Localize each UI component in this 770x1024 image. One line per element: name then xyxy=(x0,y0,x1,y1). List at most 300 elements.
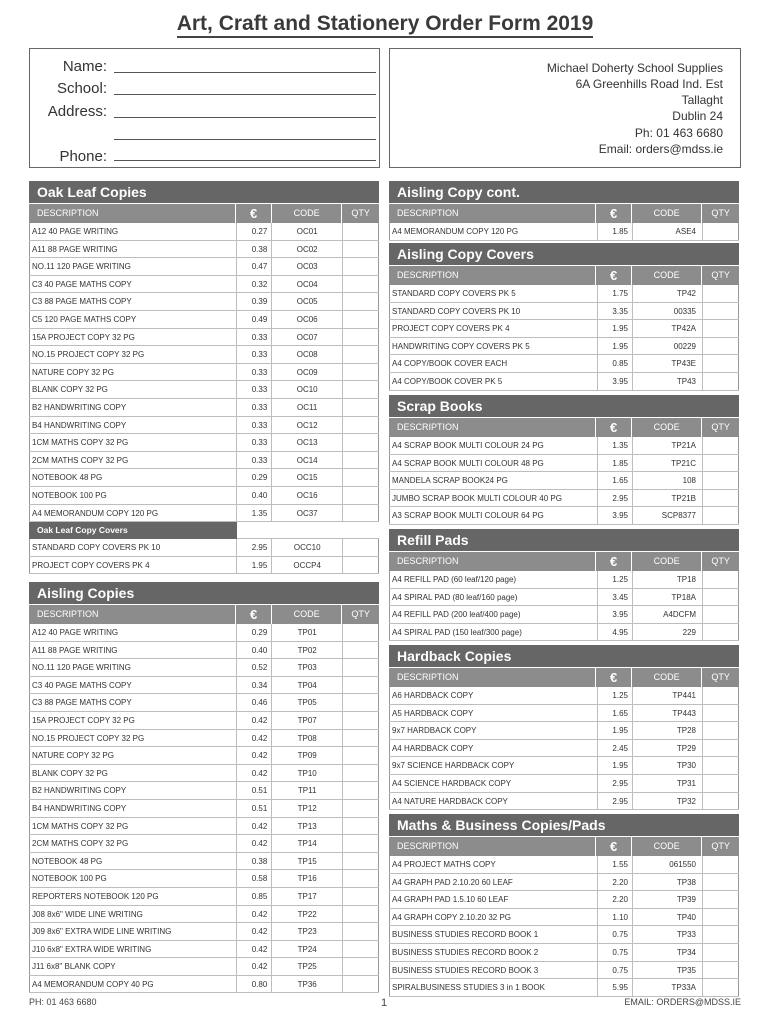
table-row xyxy=(29,452,379,470)
qty-input[interactable] xyxy=(342,958,379,975)
header-qty: QTY xyxy=(701,266,739,285)
item-price: 0.34 xyxy=(236,677,271,694)
table-row xyxy=(389,926,739,944)
item-code: OC12 xyxy=(271,417,342,434)
table-row xyxy=(29,329,379,347)
item-price: 0.40 xyxy=(236,642,271,659)
item-description: A4 MEMORANDUM COPY 120 PG xyxy=(29,505,236,522)
qty-input[interactable] xyxy=(342,888,379,905)
qty-input[interactable] xyxy=(342,853,379,870)
aisling-section xyxy=(29,582,379,993)
qty-input[interactable] xyxy=(342,818,379,835)
header-euro: € xyxy=(595,837,631,856)
item-price: 0.58 xyxy=(236,870,271,887)
subsection-title: Oak Leaf Copy Covers xyxy=(29,522,237,539)
qty-input[interactable] xyxy=(342,642,379,659)
table-row xyxy=(29,870,379,888)
item-code: TP01 xyxy=(271,624,342,641)
item-price: 0.39 xyxy=(236,293,271,310)
table-row xyxy=(29,223,379,241)
aisling-cont-section xyxy=(389,181,739,241)
qty-input[interactable] xyxy=(702,589,739,606)
item-description: A4 SPIRAL PAD (80 leaf/160 page) xyxy=(389,589,597,606)
item-description: 1CM MATHS COPY 32 PG xyxy=(29,434,236,451)
qty-input[interactable] xyxy=(342,417,379,434)
item-description: NATURE COPY 32 PG xyxy=(29,747,236,764)
item-description: A4 COPY/BOOK COVER EACH xyxy=(389,355,597,372)
phone-label: Phone: xyxy=(59,148,107,165)
qty-input[interactable] xyxy=(702,320,739,337)
qty-input[interactable] xyxy=(342,765,379,782)
qty-input[interactable] xyxy=(342,381,379,398)
qty-input[interactable] xyxy=(342,659,379,676)
qty-input[interactable] xyxy=(702,223,739,240)
table-row xyxy=(29,557,379,575)
item-code: TP31 xyxy=(632,775,702,792)
item-price: 0.40 xyxy=(236,487,271,504)
qty-input[interactable] xyxy=(702,757,739,774)
item-price: 1.95 xyxy=(597,320,632,337)
item-code: OC37 xyxy=(271,505,342,522)
qty-input[interactable] xyxy=(342,906,379,923)
item-code: TP14 xyxy=(271,835,342,852)
page-title xyxy=(0,12,770,36)
qty-input[interactable] xyxy=(342,311,379,328)
column-header xyxy=(389,265,739,285)
maths-business-section xyxy=(389,814,739,997)
refill-pads-section xyxy=(389,529,739,641)
item-price: 0.42 xyxy=(236,835,271,852)
qty-input[interactable] xyxy=(342,730,379,747)
item-price: 0.38 xyxy=(236,853,271,870)
item-code: OC10 xyxy=(271,381,342,398)
header-code: CODE xyxy=(271,204,341,223)
item-description: A4 GRAPH COPY 2.10.20 32 PG xyxy=(389,909,597,926)
table-row xyxy=(389,437,739,455)
phone-row xyxy=(30,148,379,168)
qty-input[interactable] xyxy=(342,747,379,764)
table-row xyxy=(389,223,739,241)
item-code: TP21A xyxy=(632,437,702,454)
item-description: NO.15 PROJECT COPY 32 PG xyxy=(29,346,236,363)
column-header xyxy=(389,667,739,687)
item-description: BLANK COPY 32 PG xyxy=(29,765,236,782)
name-row xyxy=(30,58,379,78)
qty-input[interactable] xyxy=(702,793,739,810)
item-code: TP13 xyxy=(271,818,342,835)
item-price: 2.95 xyxy=(597,793,632,810)
item-description: NO.11 120 PAGE WRITING xyxy=(29,258,236,275)
table-row xyxy=(29,906,379,924)
item-description: REPORTERS NOTEBOOK 120 PG xyxy=(29,888,236,905)
qty-input[interactable] xyxy=(702,571,739,588)
item-code: 061550 xyxy=(632,856,702,873)
qty-input[interactable] xyxy=(342,399,379,416)
item-description: C3 40 PAGE MATHS COPY xyxy=(29,677,236,694)
item-code: TP07 xyxy=(271,712,342,729)
table-row xyxy=(29,346,379,364)
item-code: ASE4 xyxy=(632,223,702,240)
header-euro: € xyxy=(235,605,271,624)
table-row xyxy=(389,740,739,758)
school-row xyxy=(30,80,379,100)
item-price: 2.95 xyxy=(597,775,632,792)
table-row xyxy=(389,979,739,997)
qty-input[interactable] xyxy=(702,856,739,873)
qty-input[interactable] xyxy=(342,434,379,451)
table-row xyxy=(29,659,379,677)
column-header xyxy=(389,551,739,571)
item-description: A12 40 PAGE WRITING xyxy=(29,624,236,641)
qty-input[interactable] xyxy=(342,364,379,381)
qty-input[interactable] xyxy=(702,944,739,961)
qty-input[interactable] xyxy=(702,355,739,372)
item-code: TP42A xyxy=(632,320,702,337)
qty-input[interactable] xyxy=(702,373,739,390)
item-price: 0.42 xyxy=(236,818,271,835)
qty-input[interactable] xyxy=(702,338,739,355)
qty-input[interactable] xyxy=(702,624,739,641)
item-code: TP42 xyxy=(632,285,702,302)
table-row xyxy=(29,818,379,836)
table-row xyxy=(29,730,379,748)
qty-input[interactable] xyxy=(342,941,379,958)
item-description: NO.11 120 PAGE WRITING xyxy=(29,659,236,676)
header-qty: QTY xyxy=(701,837,739,856)
name-label: Name: xyxy=(62,58,107,75)
item-price: 1.55 xyxy=(597,856,632,873)
item-code: TP04 xyxy=(271,677,342,694)
item-price: 1.25 xyxy=(597,687,632,704)
qty-input[interactable] xyxy=(702,507,739,524)
item-price: 0.42 xyxy=(236,906,271,923)
item-description: B4 HANDWRITING COPY xyxy=(29,417,236,434)
qty-input[interactable] xyxy=(342,469,379,486)
table-row xyxy=(389,303,739,321)
qty-input[interactable] xyxy=(342,712,379,729)
column-header xyxy=(29,203,379,223)
header-qty: QTY xyxy=(701,668,739,687)
qty-input[interactable] xyxy=(342,276,379,293)
item-code: OC08 xyxy=(271,346,342,363)
item-description: BUSINESS STUDIES RECORD BOOK 3 xyxy=(389,962,597,979)
item-description: A11 88 PAGE WRITING xyxy=(29,642,236,659)
qty-input[interactable] xyxy=(342,923,379,940)
table-row xyxy=(29,976,379,994)
qty-input[interactable] xyxy=(702,775,739,792)
address-field-line-2[interactable] xyxy=(114,139,376,140)
item-description: C3 88 PAGE MATHS COPY xyxy=(29,293,236,310)
item-price: 0.33 xyxy=(236,329,271,346)
item-code: TP35 xyxy=(632,962,702,979)
item-code: OC07 xyxy=(271,329,342,346)
item-price: 0.33 xyxy=(236,452,271,469)
table-row xyxy=(389,320,739,338)
item-description: A4 SPIRAL PAD (150 leaf/300 page) xyxy=(389,624,597,641)
header-euro: € xyxy=(595,552,631,571)
item-price: 0.42 xyxy=(236,958,271,975)
item-code: 229 xyxy=(632,624,702,641)
item-description: NOTEBOOK 48 PG xyxy=(29,853,236,870)
qty-input[interactable] xyxy=(702,472,739,489)
item-description: NOTEBOOK 100 PG xyxy=(29,870,236,887)
item-price: 1.95 xyxy=(597,757,632,774)
item-code: OC14 xyxy=(271,452,342,469)
item-code: OC03 xyxy=(271,258,342,275)
qty-input[interactable] xyxy=(702,455,739,472)
supplier-name: Michael Doherty School Supplies xyxy=(546,61,723,75)
header-code: CODE xyxy=(631,552,701,571)
qty-input[interactable] xyxy=(342,258,379,275)
table-row xyxy=(389,285,739,303)
item-price: 1.10 xyxy=(597,909,632,926)
table-row xyxy=(29,417,379,435)
table-row xyxy=(29,765,379,783)
item-code: TP10 xyxy=(271,765,342,782)
item-description: A3 SCRAP BOOK MULTI COLOUR 64 PG xyxy=(389,507,597,524)
item-price: 0.75 xyxy=(597,962,632,979)
table-row xyxy=(389,589,739,607)
qty-input[interactable] xyxy=(342,976,379,993)
header-qty: QTY xyxy=(701,552,739,571)
table-row xyxy=(29,941,379,959)
item-price: 0.42 xyxy=(236,765,271,782)
item-description: HANDWRITING COPY COVERS PK 5 xyxy=(389,338,597,355)
item-description: STANDARD COPY COVERS PK 10 xyxy=(29,539,236,556)
item-code: TP30 xyxy=(632,757,702,774)
table-row xyxy=(29,624,379,642)
item-code: OCCP4 xyxy=(271,557,342,574)
item-code: TP25 xyxy=(271,958,342,975)
header-description: DESCRIPTION xyxy=(397,270,459,280)
qty-input[interactable] xyxy=(702,891,739,908)
address-row xyxy=(30,103,379,123)
section-title: Hardback Copies xyxy=(389,645,739,667)
qty-input[interactable] xyxy=(342,452,379,469)
item-description: PROJECT COPY COVERS PK 4 xyxy=(29,557,236,574)
item-price: 0.51 xyxy=(236,800,271,817)
item-description: A4 REFILL PAD (200 leaf/400 page) xyxy=(389,606,597,623)
item-description: 15A PROJECT COPY 32 PG xyxy=(29,329,236,346)
header-code: CODE xyxy=(631,266,701,285)
qty-input[interactable] xyxy=(342,293,379,310)
qty-input[interactable] xyxy=(342,624,379,641)
qty-input[interactable] xyxy=(342,329,379,346)
item-description: PROJECT COPY COVERS PK 4 xyxy=(389,320,597,337)
qty-input[interactable] xyxy=(702,740,739,757)
item-price: 0.32 xyxy=(236,276,271,293)
table-row xyxy=(389,891,739,909)
table-row xyxy=(29,958,379,976)
table-row xyxy=(29,800,379,818)
table-row xyxy=(29,258,379,276)
item-description: 9x7 HARDBACK COPY xyxy=(389,722,597,739)
item-price: 1.35 xyxy=(597,437,632,454)
phone-field[interactable] xyxy=(114,160,376,161)
item-price: 0.33 xyxy=(236,417,271,434)
qty-input[interactable] xyxy=(702,909,739,926)
item-code: TP11 xyxy=(271,782,342,799)
qty-input[interactable] xyxy=(702,687,739,704)
table-row xyxy=(29,677,379,695)
item-price: 0.33 xyxy=(236,399,271,416)
item-price: 0.29 xyxy=(236,469,271,486)
item-price: 0.80 xyxy=(236,976,271,993)
header-euro: € xyxy=(595,668,631,687)
table-row xyxy=(29,923,379,941)
qty-input[interactable] xyxy=(342,539,379,556)
table-row xyxy=(389,472,739,490)
item-description: STANDARD COPY COVERS PK 5 xyxy=(389,285,597,302)
item-description: NATURE COPY 32 PG xyxy=(29,364,236,381)
table-row xyxy=(29,835,379,853)
header-code: CODE xyxy=(631,837,701,856)
item-code: TP43E xyxy=(632,355,702,372)
table-row xyxy=(389,624,739,642)
qty-input[interactable] xyxy=(702,303,739,320)
table-row xyxy=(389,355,739,373)
item-price: 1.95 xyxy=(597,722,632,739)
qty-input[interactable] xyxy=(702,722,739,739)
item-description: MANDELA SCRAP BOOK24 PG xyxy=(389,472,597,489)
item-code: 00335 xyxy=(632,303,702,320)
item-price: 0.27 xyxy=(236,223,271,240)
qty-input[interactable] xyxy=(702,874,739,891)
item-description: C5 120 PAGE MATHS COPY xyxy=(29,311,236,328)
table-row xyxy=(29,539,379,557)
item-code: TP23 xyxy=(271,923,342,940)
item-description: A4 GRAPH PAD 1.5.10 60 LEAF xyxy=(389,891,597,908)
item-price: 0.33 xyxy=(236,381,271,398)
header-euro: € xyxy=(595,418,631,437)
section-title: Oak Leaf Copies xyxy=(29,181,379,203)
item-code: TP09 xyxy=(271,747,342,764)
item-price: 1.65 xyxy=(597,472,632,489)
qty-input[interactable] xyxy=(342,241,379,258)
item-description: A4 NATURE HARDBACK COPY xyxy=(389,793,597,810)
qty-input[interactable] xyxy=(342,677,379,694)
header-code: CODE xyxy=(631,668,701,687)
item-code: OCC10 xyxy=(271,539,342,556)
item-code: TP443 xyxy=(632,705,702,722)
item-price: 1.65 xyxy=(597,705,632,722)
qty-input[interactable] xyxy=(702,705,739,722)
header-qty: QTY xyxy=(341,204,379,223)
qty-input[interactable] xyxy=(702,606,739,623)
table-row xyxy=(389,338,739,356)
address-field[interactable] xyxy=(114,117,376,118)
item-description: 1CM MATHS COPY 32 PG xyxy=(29,818,236,835)
table-row xyxy=(389,705,739,723)
item-price: 3.95 xyxy=(597,507,632,524)
item-code: OC16 xyxy=(271,487,342,504)
item-price: 0.33 xyxy=(236,346,271,363)
item-price: 1.95 xyxy=(597,338,632,355)
item-code: OC15 xyxy=(271,469,342,486)
table-row xyxy=(29,293,379,311)
item-price: 0.85 xyxy=(597,355,632,372)
oak-leaf-section xyxy=(29,181,379,574)
item-price: 0.75 xyxy=(597,926,632,943)
item-price: 0.33 xyxy=(236,434,271,451)
table-row xyxy=(389,909,739,927)
item-description: 9x7 SCIENCE HARDBACK COPY xyxy=(389,757,597,774)
school-field[interactable] xyxy=(114,94,376,95)
item-description: A6 HARDBACK COPY xyxy=(389,687,597,704)
section-title: Scrap Books xyxy=(389,395,739,417)
qty-input[interactable] xyxy=(342,223,379,240)
item-description: A4 MEMORANDUM COPY 120 PG xyxy=(389,223,597,240)
item-code: OC11 xyxy=(271,399,342,416)
qty-input[interactable] xyxy=(702,490,739,507)
item-code: TP39 xyxy=(632,891,702,908)
table-row xyxy=(29,469,379,487)
header-code: CODE xyxy=(271,605,341,624)
item-price: 0.47 xyxy=(236,258,271,275)
header-description: DESCRIPTION xyxy=(37,609,99,619)
item-code: TP441 xyxy=(632,687,702,704)
item-code: OC13 xyxy=(271,434,342,451)
qty-input[interactable] xyxy=(342,694,379,711)
item-price: 3.95 xyxy=(597,606,632,623)
qty-input[interactable] xyxy=(702,437,739,454)
name-field[interactable] xyxy=(114,72,376,73)
item-description: SPIRALBUSINESS STUDIES 3 in 1 BOOK xyxy=(389,979,597,996)
header-description: DESCRIPTION xyxy=(397,841,459,851)
item-code: TP16 xyxy=(271,870,342,887)
item-description: B2 HANDWRITING COPY xyxy=(29,782,236,799)
table-row xyxy=(389,962,739,980)
item-price: 3.35 xyxy=(597,303,632,320)
item-code: TP28 xyxy=(632,722,702,739)
item-price: 1.25 xyxy=(597,571,632,588)
qty-input[interactable] xyxy=(342,870,379,887)
item-description: A12 40 PAGE WRITING xyxy=(29,223,236,240)
qty-input[interactable] xyxy=(342,800,379,817)
qty-input[interactable] xyxy=(702,979,739,996)
header-description: DESCRIPTION xyxy=(397,556,459,566)
item-description: BLANK COPY 32 PG xyxy=(29,381,236,398)
qty-input[interactable] xyxy=(702,962,739,979)
section-title: Maths & Business Copies/Pads xyxy=(389,814,739,836)
item-description: A4 REFILL PAD (60 leaf/120 page) xyxy=(389,571,597,588)
qty-input[interactable] xyxy=(342,782,379,799)
table-row xyxy=(29,642,379,660)
item-description: A4 PROJECT MATHS COPY xyxy=(389,856,597,873)
qty-input[interactable] xyxy=(342,505,379,522)
item-price: 2.20 xyxy=(597,891,632,908)
item-code: OC05 xyxy=(271,293,342,310)
table-row xyxy=(389,775,739,793)
supplier-phone: Ph: 01 463 6680 xyxy=(634,126,723,140)
table-row xyxy=(389,606,739,624)
subsection-header xyxy=(29,522,379,539)
qty-input[interactable] xyxy=(702,285,739,302)
item-code: TP36 xyxy=(271,976,342,993)
item-description: NO.15 PROJECT COPY 32 PG xyxy=(29,730,236,747)
item-code: TP21B xyxy=(632,490,702,507)
qty-input[interactable] xyxy=(342,557,379,574)
school-label: School: xyxy=(56,80,107,97)
item-code: OC06 xyxy=(271,311,342,328)
qty-input[interactable] xyxy=(702,926,739,943)
table-row xyxy=(29,434,379,452)
item-price: 2.95 xyxy=(236,539,271,556)
table-row xyxy=(29,311,379,329)
qty-input[interactable] xyxy=(342,487,379,504)
qty-input[interactable] xyxy=(342,346,379,363)
qty-input[interactable] xyxy=(342,835,379,852)
